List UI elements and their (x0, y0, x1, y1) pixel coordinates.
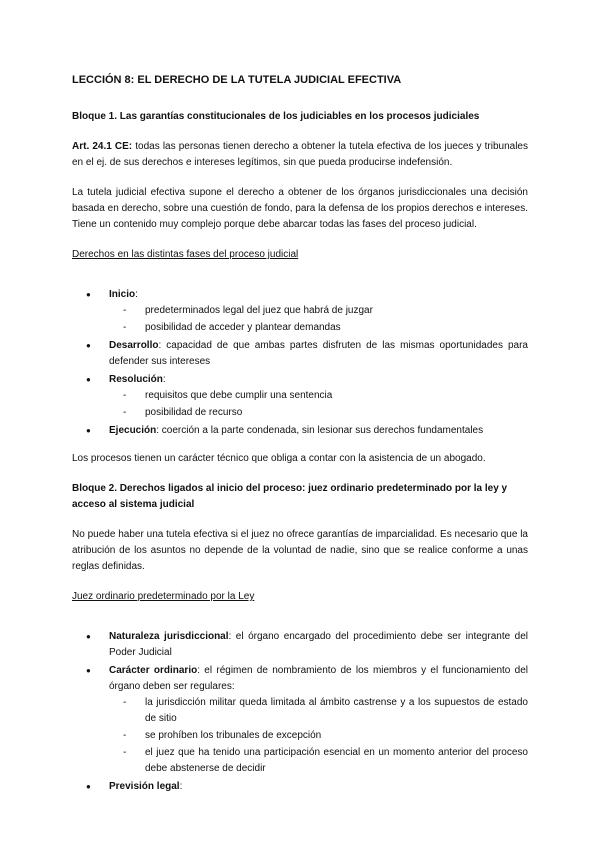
caracter-text: : el régimen de nombramiento de los miembros y el funcionamiento del órgano deben ser regulares: (109, 665, 528, 692)
list-item: - requisitos que debe cumplir una sentencia (145, 388, 528, 404)
list-item-naturaleza (109, 629, 528, 661)
ejecucion-text: : coerción a la parte condenada, sin lesionar sus derechos fundamentales (156, 425, 484, 436)
art-text: todas las personas tienen derecho a obtener la tutela efectiva de los jueces y tribunales en el ej. de sus derechos e intereses legítimos, sin que pueda producirse indefensión. (72, 141, 528, 168)
section-derechos-fases: Derechos en las distintas fases del proceso judicial (72, 249, 299, 260)
list-item: - predeterminados legal del juez que habrá de juzgar (145, 303, 528, 319)
prevision-label: Previsión legal (109, 781, 180, 792)
caracter-label: Carácter ordinario (109, 665, 198, 676)
list-item: - posibilidad de recurso (145, 405, 528, 421)
list-item-ejecucion (109, 423, 528, 439)
desarrollo-text: : capacidad de que ambas partes disfruten de las mismas oportunidades para defender sus intereses (109, 340, 528, 367)
list-item-prevision: ● Previsión legal: (109, 779, 528, 795)
naturaleza-text: : el órgano encargado del procedimiento debe ser integrante del Poder Judicial (109, 631, 528, 658)
list-item-inicio: ● Inicio: - predeterminados legal del juez que habrá de juzgar - posibilidad de acceder y plantear demandas (109, 287, 528, 336)
resolucion-sublist (109, 388, 528, 421)
tutela-paragraph: La tutela judicial efectiva supone el derecho a obtener de los órganos jurisdiccionales una decisión basada en derecho, sobre una cuestión de fondo, para la defensa de los propios derechos e intereses. Tiene un contenido muy complejo porque debe abarcar todas las fases del proceso judicial. (72, 187, 528, 230)
section-juez-ordinario: Juez ordinario predeterminado por la Ley (72, 591, 255, 602)
inicio-label: Inicio (109, 289, 136, 300)
list-item: - posibilidad de acceder y plantear demandas (145, 320, 528, 336)
imparcialidad-paragraph: No puede haber una tutela efectiva si el juez no ofrece garantías de imparcialidad. Es necesario que la atribución de los asuntos no depende de la voluntad de nadie, sino que se realice conforme a unas reglas definidas. (72, 529, 528, 572)
list-item: - el juez que ha tenido una participación esencial en un momento anterior del proceso debe abstenerse de decidir (145, 745, 528, 777)
desarrollo-label: Desarrollo (109, 340, 159, 351)
ejecucion-label: Ejecución (109, 425, 157, 436)
list-item-desarrollo (109, 338, 528, 370)
list-item-resolucion: ● Resolución: - requisitos que debe cumplir una sentencia - posibilidad de recurso (109, 372, 528, 421)
naturaleza-label: Naturaleza jurisdiccional (109, 631, 229, 642)
list-item: - la jurisdicción militar queda limitada al ámbito castrense y a los supuestos de estado de sitio (145, 695, 528, 727)
art-label: Art. 24.1 CE: (72, 141, 133, 152)
resolucion-label: Resolución (109, 374, 163, 385)
juez-list (72, 629, 528, 795)
bloque2-title: Bloque 2. Derechos ligados al inicio del proceso: juez ordinario predeterminado por la ley y acceso al sistema judicial (72, 483, 508, 510)
art-paragraph (72, 139, 528, 171)
fases-list (72, 287, 528, 439)
inicio-sublist (109, 303, 528, 336)
bloque1-title: Bloque 1. Las garantías constitucionales de los judiciables en los procesos judiciales (72, 111, 480, 122)
list-item: - se prohíben los tribunales de excepción (145, 728, 528, 744)
caracter-sublist (109, 695, 528, 777)
list-item-caracter (109, 663, 528, 777)
page-title: LECCIÓN 8: EL DERECHO DE LA TUTELA JUDICIAL EFECTIVA (72, 74, 402, 86)
closing-paragraph: Los procesos tienen un carácter técnico que obliga a contar con la asistencia de un abogado. (72, 453, 486, 464)
